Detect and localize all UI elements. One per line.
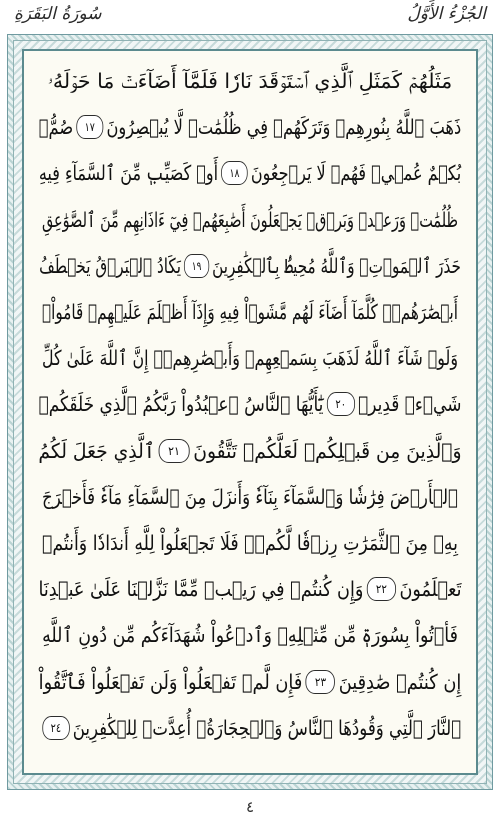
- quran-text: [32, 59, 468, 765]
- ayah-number-marker: ٢١: [159, 439, 190, 463]
- ayah-number-marker: ٢٣: [306, 670, 335, 694]
- text-line: [42, 292, 458, 332]
- verse-text: ٱلنَّارَ ٱلَّتِي وَقُودُهَا ٱلنَّاسُ وَٱلۡحِجَارَةُۖ أُعِدَّتۡ لِلۡكَٰفِرِينَ: [72, 715, 462, 740]
- ayah-number-marker: ١٨: [221, 161, 248, 185]
- verse-text: تَعۡلَمُونَ: [399, 577, 462, 602]
- text-line: [42, 338, 458, 378]
- verse-text: ٱلَّذِي جَعَلَ لَكُمُ: [38, 438, 155, 463]
- text-line: [41, 523, 459, 563]
- ayah-number-marker: ١٩: [184, 254, 209, 278]
- verse-text: وَلَوۡ شَآءَ ٱللَّهُ لَذَهَبَ بِسَمۡعِهِمۡ وَأَبۡصَٰرِهِمۡۚ إِنَّ ٱللَّهَ عَلَىٰ كُلِّ: [42, 346, 458, 371]
- text-line: [38, 107, 462, 147]
- verse-text: حَذَرَ ٱلۡمَوۡتِۚ وَٱللَّهُ مُحِيطُۢ بِٱلۡكَٰفِرِينَ: [212, 253, 461, 278]
- ayah-number-marker: ٢٢: [367, 577, 396, 601]
- verse-text: ظُلُمَٰتٞ وَرَعۡدٞ وَبَرۡقٞ يَجۡعَلُونَ أَصَٰبِعَهُمۡ فِيٓ ءَاذَانِهِم مِّنَ ٱلصَّوَٰعِقِ: [42, 207, 458, 232]
- text-line: [38, 153, 462, 193]
- ayah-number-marker: ٢٤: [42, 716, 69, 740]
- text-line: [42, 200, 458, 240]
- text-line: [50, 708, 462, 748]
- verse-text: فَأۡتُواْ بِسُورَةٖ مِّن مِّثۡلِهِۦ وَٱدۡعُواْ شُهَدَآءَكُم مِّن دُونِ ٱللَّهِ: [42, 623, 458, 648]
- verse-text: وَإِن كُنتُمۡ فِي رَيۡبٖ مِّمَّا نَزَّلۡنَا عَلَىٰ عَبۡدِنَا: [38, 577, 364, 602]
- verse-text: يَكَادُ ٱلۡبَرۡقُ يَخۡطَفُ: [39, 253, 182, 278]
- text-line: [42, 477, 458, 517]
- text-panel: [22, 49, 478, 775]
- verse-text: يَٰٓأَيُّهَا ٱلنَّاسُ ٱعۡبُدُواْ رَبَّكُمُ ٱلَّذِي خَلَقَكُمۡ: [38, 392, 324, 417]
- verse-text: بُكۡمٌ عُمۡيٞ فَهُمۡ لَا يَرۡجِعُونَ: [250, 161, 462, 186]
- verse-text: وَٱلَّذِينَ مِن قَبۡلِكُمۡ لَعَلَّكُمۡ تَتَّقُونَ: [193, 438, 462, 463]
- verse-text: مَثَلُهُمۡ كَمَثَلِ ٱلَّذِي ٱسۡتَوۡقَدَ نَارٗا فَلَمَّآ أَضَآءَتۡ مَا حَوۡلَهُۥ: [47, 69, 453, 93]
- page-number: ٤: [245, 798, 255, 816]
- page-header: [0, 0, 500, 34]
- text-line: [32, 61, 468, 101]
- text-line: [38, 569, 462, 609]
- verse-text: ٱلۡأَرۡضَ فِرَٰشٗا وَٱلسَّمَآءَ بِنَآءٗ وَأَنزَلَ مِنَ ٱلسَّمَآءِ مَآءٗ فَأَخۡرَجَ: [42, 484, 458, 509]
- page-frame: [7, 34, 493, 790]
- verse-text: شَيۡءٖ قَدِيرٞ: [358, 392, 462, 417]
- verse-text: بِهِۦ مِنَ ٱلثَّمَرَٰتِ رِزۡقٗا لَّكُمۡۖ فَلَا تَجۡعَلُواْ لِلَّهِ أَندَادٗا وَأَنتُمۡ: [41, 531, 459, 555]
- verse-text: إِن كُنتُمۡ صَٰدِقِينَ: [338, 669, 462, 694]
- verse-text: فَإِن لَّمۡ تَفۡعَلُواْ وَلَن تَفۡعَلُواْ فَٱتَّقُواْ: [38, 669, 303, 694]
- text-line: [42, 615, 458, 655]
- text-line: [38, 431, 462, 471]
- verse-text: صُمُّۢ: [38, 115, 74, 140]
- verse-text: أَبۡصَٰرَهُمۡۖ كُلَّمَآ أَضَآءَ لَهُم مَّشَوۡاْ فِيهِ وَإِذَآ أَظۡلَمَ عَلَيۡهِمۡ قَامُواْۚ: [42, 300, 458, 324]
- surah-name: سُورَةُ البَقَرَةِ: [14, 4, 102, 24]
- verse-text: أَوۡ كَصَيِّبٖ مِّنَ ٱلسَّمَآءِ فِيهِ: [38, 161, 219, 186]
- juz-name: الجُزْءُ الأَوَّلُ: [407, 4, 486, 24]
- text-line: [39, 246, 461, 286]
- text-line: [38, 384, 462, 424]
- verse-text: ذَهَبَ ٱللَّهُ بِنُورِهِمۡ وَتَرَكَهُمۡ فِي ظُلُمَٰتٖ لَّا يُبۡصِرُونَ: [106, 115, 462, 140]
- ornamental-border: [13, 40, 487, 784]
- ayah-number-marker: ٢٠: [327, 392, 355, 416]
- ayah-number-marker: ١٧: [76, 115, 103, 139]
- text-line: [38, 662, 462, 702]
